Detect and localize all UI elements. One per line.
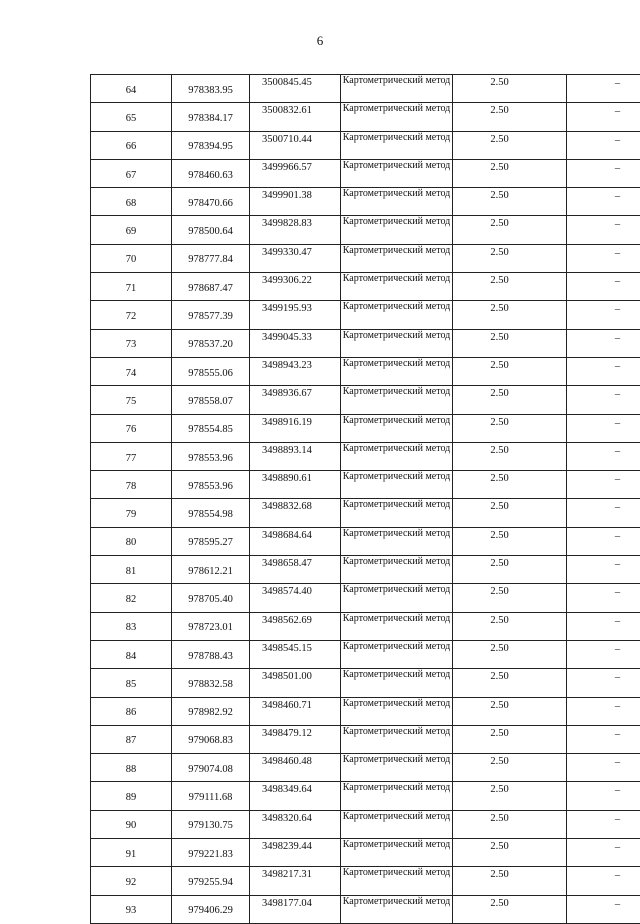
note-cell: – — [567, 159, 640, 187]
point-number-cell: 65 — [91, 103, 172, 131]
x-coordinate-cell: 978394.95 — [172, 131, 250, 159]
point-number-cell: 85 — [91, 669, 172, 697]
table-row — [91, 357, 640, 385]
x-coordinate-cell: 979068.83 — [172, 725, 250, 753]
point-number-cell: 66 — [91, 131, 172, 159]
y-coordinate-cell: 3498479.12 — [250, 725, 341, 753]
accuracy-cell: 2.50 — [453, 782, 567, 810]
point-number-cell: 67 — [91, 159, 172, 187]
x-coordinate-cell: 978384.17 — [172, 103, 250, 131]
method-cell: Картометрический метод — [341, 867, 453, 895]
method-cell: Картометрический метод — [341, 414, 453, 442]
table-row — [91, 414, 640, 442]
x-coordinate-cell: 978577.39 — [172, 301, 250, 329]
note-cell: – — [567, 584, 640, 612]
method-cell: Картометрический метод — [341, 556, 453, 584]
point-number-cell: 92 — [91, 867, 172, 895]
table-row — [91, 386, 640, 414]
method-cell: Картометрический метод — [341, 669, 453, 697]
accuracy-cell: 2.50 — [453, 188, 567, 216]
table-row — [91, 442, 640, 470]
method-cell: Картометрический метод — [341, 697, 453, 725]
accuracy-cell: 2.50 — [453, 584, 567, 612]
y-coordinate-cell: 3498916.19 — [250, 414, 341, 442]
table-row — [91, 75, 640, 103]
x-coordinate-cell: 978460.63 — [172, 159, 250, 187]
table-row — [91, 244, 640, 272]
accuracy-cell: 2.50 — [453, 839, 567, 867]
y-coordinate-cell: 3498890.61 — [250, 471, 341, 499]
accuracy-cell: 2.50 — [453, 867, 567, 895]
y-coordinate-cell: 3499330.47 — [250, 244, 341, 272]
y-coordinate-cell: 3498177.04 — [250, 895, 341, 923]
note-cell: – — [567, 442, 640, 470]
accuracy-cell: 2.50 — [453, 273, 567, 301]
y-coordinate-cell: 3500845.45 — [250, 75, 341, 103]
table-row — [91, 669, 640, 697]
note-cell: – — [567, 499, 640, 527]
accuracy-cell: 2.50 — [453, 414, 567, 442]
x-coordinate-cell: 978470.66 — [172, 188, 250, 216]
accuracy-cell: 2.50 — [453, 669, 567, 697]
x-coordinate-cell: 979074.08 — [172, 754, 250, 782]
point-number-cell: 91 — [91, 839, 172, 867]
x-coordinate-cell: 978555.06 — [172, 357, 250, 385]
y-coordinate-cell: 3498320.64 — [250, 810, 341, 838]
point-number-cell: 90 — [91, 810, 172, 838]
method-cell: Картометрический метод — [341, 584, 453, 612]
point-number-cell: 69 — [91, 216, 172, 244]
accuracy-cell: 2.50 — [453, 75, 567, 103]
note-cell: – — [567, 556, 640, 584]
accuracy-cell: 2.50 — [453, 216, 567, 244]
note-cell: – — [567, 640, 640, 668]
note-cell: – — [567, 471, 640, 499]
accuracy-cell: 2.50 — [453, 159, 567, 187]
method-cell: Картометрический метод — [341, 216, 453, 244]
method-cell: Картометрический метод — [341, 895, 453, 923]
table-row — [91, 527, 640, 555]
table-row — [91, 725, 640, 753]
method-cell: Картометрический метод — [341, 159, 453, 187]
table-row — [91, 782, 640, 810]
accuracy-cell: 2.50 — [453, 131, 567, 159]
note-cell: – — [567, 244, 640, 272]
x-coordinate-cell: 978788.43 — [172, 640, 250, 668]
table-row — [91, 612, 640, 640]
accuracy-cell: 2.50 — [453, 895, 567, 923]
note-cell: – — [567, 386, 640, 414]
y-coordinate-cell: 3498501.00 — [250, 669, 341, 697]
note-cell: – — [567, 782, 640, 810]
table-row — [91, 839, 640, 867]
accuracy-cell: 2.50 — [453, 754, 567, 782]
x-coordinate-cell: 978554.98 — [172, 499, 250, 527]
x-coordinate-cell: 978777.84 — [172, 244, 250, 272]
note-cell: – — [567, 329, 640, 357]
note-cell: – — [567, 273, 640, 301]
table-row — [91, 329, 640, 357]
page-number: 6 — [0, 33, 640, 49]
method-cell: Картометрический метод — [341, 357, 453, 385]
table-row — [91, 216, 640, 244]
note-cell: – — [567, 103, 640, 131]
method-cell: Картометрический метод — [341, 471, 453, 499]
point-number-cell: 88 — [91, 754, 172, 782]
method-cell: Картометрический метод — [341, 386, 453, 414]
accuracy-cell: 2.50 — [453, 527, 567, 555]
x-coordinate-cell: 978554.85 — [172, 414, 250, 442]
point-number-cell: 87 — [91, 725, 172, 753]
accuracy-cell: 2.50 — [453, 499, 567, 527]
y-coordinate-cell: 3498936.67 — [250, 386, 341, 414]
table-row — [91, 159, 640, 187]
table-row — [91, 895, 640, 923]
note-cell: – — [567, 414, 640, 442]
y-coordinate-cell: 3499828.83 — [250, 216, 341, 244]
point-number-cell: 76 — [91, 414, 172, 442]
table-row — [91, 754, 640, 782]
method-cell: Картометрический метод — [341, 329, 453, 357]
point-number-cell: 81 — [91, 556, 172, 584]
x-coordinate-cell: 979111.68 — [172, 782, 250, 810]
method-cell: Картометрический метод — [341, 75, 453, 103]
method-cell: Картометрический метод — [341, 188, 453, 216]
method-cell: Картометрический метод — [341, 782, 453, 810]
point-number-cell: 78 — [91, 471, 172, 499]
x-coordinate-cell: 978982.92 — [172, 697, 250, 725]
table-row — [91, 584, 640, 612]
y-coordinate-cell: 3498943.23 — [250, 357, 341, 385]
y-coordinate-cell: 3498893.14 — [250, 442, 341, 470]
point-number-cell: 82 — [91, 584, 172, 612]
table-row — [91, 810, 640, 838]
y-coordinate-cell: 3499045.33 — [250, 329, 341, 357]
point-number-cell: 79 — [91, 499, 172, 527]
accuracy-cell: 2.50 — [453, 612, 567, 640]
accuracy-cell: 2.50 — [453, 810, 567, 838]
point-number-cell: 84 — [91, 640, 172, 668]
note-cell: – — [567, 754, 640, 782]
note-cell: – — [567, 839, 640, 867]
point-number-cell: 77 — [91, 442, 172, 470]
x-coordinate-cell: 978553.96 — [172, 442, 250, 470]
method-cell: Картометрический метод — [341, 244, 453, 272]
note-cell: – — [567, 725, 640, 753]
y-coordinate-cell: 3499966.57 — [250, 159, 341, 187]
accuracy-cell: 2.50 — [453, 556, 567, 584]
point-number-cell: 75 — [91, 386, 172, 414]
point-number-cell: 72 — [91, 301, 172, 329]
method-cell: Картометрический метод — [341, 612, 453, 640]
table-row — [91, 131, 640, 159]
note-cell: – — [567, 867, 640, 895]
y-coordinate-cell: 3498460.48 — [250, 754, 341, 782]
table-row — [91, 640, 640, 668]
accuracy-cell: 2.50 — [453, 697, 567, 725]
x-coordinate-cell: 978558.07 — [172, 386, 250, 414]
y-coordinate-cell: 3499195.93 — [250, 301, 341, 329]
accuracy-cell: 2.50 — [453, 301, 567, 329]
accuracy-cell: 2.50 — [453, 471, 567, 499]
point-number-cell: 93 — [91, 895, 172, 923]
x-coordinate-cell: 978723.01 — [172, 612, 250, 640]
point-number-cell: 86 — [91, 697, 172, 725]
point-number-cell: 70 — [91, 244, 172, 272]
accuracy-cell: 2.50 — [453, 244, 567, 272]
note-cell: – — [567, 188, 640, 216]
note-cell: – — [567, 131, 640, 159]
x-coordinate-cell: 979130.75 — [172, 810, 250, 838]
point-number-cell: 64 — [91, 75, 172, 103]
table-row — [91, 188, 640, 216]
point-number-cell: 71 — [91, 273, 172, 301]
note-cell: – — [567, 357, 640, 385]
method-cell: Картометрический метод — [341, 640, 453, 668]
table-row — [91, 556, 640, 584]
method-cell: Картометрический метод — [341, 527, 453, 555]
y-coordinate-cell: 3498460.71 — [250, 697, 341, 725]
y-coordinate-cell: 3498658.47 — [250, 556, 341, 584]
y-coordinate-cell: 3498545.15 — [250, 640, 341, 668]
point-number-cell: 89 — [91, 782, 172, 810]
table-body — [91, 75, 640, 924]
point-number-cell: 80 — [91, 527, 172, 555]
method-cell: Картометрический метод — [341, 725, 453, 753]
x-coordinate-cell: 978500.64 — [172, 216, 250, 244]
table-row — [91, 499, 640, 527]
method-cell: Картометрический метод — [341, 810, 453, 838]
y-coordinate-cell: 3499901.38 — [250, 188, 341, 216]
method-cell: Картометрический метод — [341, 754, 453, 782]
x-coordinate-cell: 979221.83 — [172, 839, 250, 867]
accuracy-cell: 2.50 — [453, 103, 567, 131]
y-coordinate-cell: 3498239.44 — [250, 839, 341, 867]
point-number-cell: 68 — [91, 188, 172, 216]
method-cell: Картометрический метод — [341, 442, 453, 470]
x-coordinate-cell: 978383.95 — [172, 75, 250, 103]
y-coordinate-cell: 3498832.68 — [250, 499, 341, 527]
method-cell: Картометрический метод — [341, 103, 453, 131]
note-cell: – — [567, 810, 640, 838]
coordinates-table — [90, 74, 640, 924]
x-coordinate-cell: 978832.58 — [172, 669, 250, 697]
y-coordinate-cell: 3498349.64 — [250, 782, 341, 810]
y-coordinate-cell: 3498562.69 — [250, 612, 341, 640]
y-coordinate-cell: 3499306.22 — [250, 273, 341, 301]
x-coordinate-cell: 978553.96 — [172, 471, 250, 499]
y-coordinate-cell: 3498684.64 — [250, 527, 341, 555]
note-cell: – — [567, 216, 640, 244]
accuracy-cell: 2.50 — [453, 386, 567, 414]
note-cell: – — [567, 895, 640, 923]
table-row — [91, 301, 640, 329]
method-cell: Картометрический метод — [341, 301, 453, 329]
accuracy-cell: 2.50 — [453, 442, 567, 470]
x-coordinate-cell: 978612.21 — [172, 556, 250, 584]
x-coordinate-cell: 978705.40 — [172, 584, 250, 612]
table-row — [91, 867, 640, 895]
accuracy-cell: 2.50 — [453, 357, 567, 385]
note-cell: – — [567, 612, 640, 640]
y-coordinate-cell: 3500832.61 — [250, 103, 341, 131]
method-cell: Картометрический метод — [341, 131, 453, 159]
y-coordinate-cell: 3498574.40 — [250, 584, 341, 612]
note-cell: – — [567, 75, 640, 103]
x-coordinate-cell: 979255.94 — [172, 867, 250, 895]
point-number-cell: 73 — [91, 329, 172, 357]
accuracy-cell: 2.50 — [453, 725, 567, 753]
note-cell: – — [567, 697, 640, 725]
point-number-cell: 83 — [91, 612, 172, 640]
table-row — [91, 471, 640, 499]
y-coordinate-cell: 3500710.44 — [250, 131, 341, 159]
table-row — [91, 273, 640, 301]
y-coordinate-cell: 3498217.31 — [250, 867, 341, 895]
note-cell: – — [567, 527, 640, 555]
note-cell: – — [567, 669, 640, 697]
x-coordinate-cell: 978537.20 — [172, 329, 250, 357]
method-cell: Картометрический метод — [341, 273, 453, 301]
method-cell: Картометрический метод — [341, 839, 453, 867]
note-cell: – — [567, 301, 640, 329]
x-coordinate-cell: 978687.47 — [172, 273, 250, 301]
table-row — [91, 103, 640, 131]
accuracy-cell: 2.50 — [453, 640, 567, 668]
accuracy-cell: 2.50 — [453, 329, 567, 357]
table-row — [91, 697, 640, 725]
method-cell: Картометрический метод — [341, 499, 453, 527]
x-coordinate-cell: 979406.29 — [172, 895, 250, 923]
point-number-cell: 74 — [91, 357, 172, 385]
x-coordinate-cell: 978595.27 — [172, 527, 250, 555]
